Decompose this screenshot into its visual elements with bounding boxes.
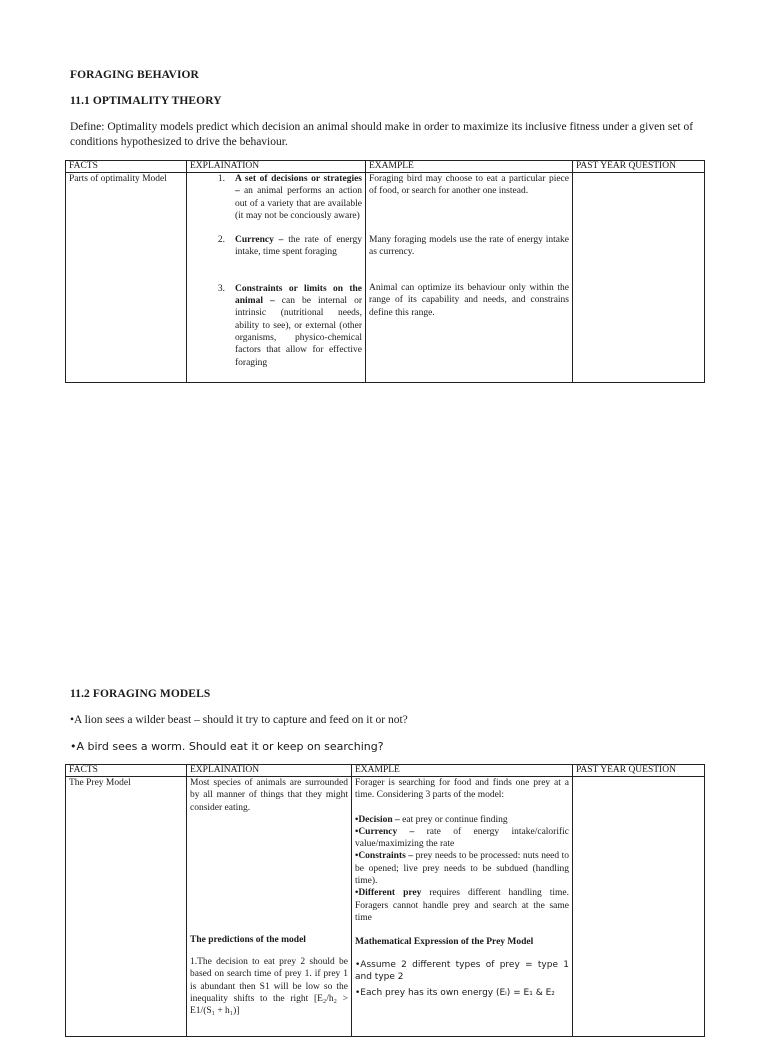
past-year-question-cell <box>573 777 705 1037</box>
past-year-question-cell <box>573 173 705 383</box>
different-prey-item: •Different prey requires different handling time. Foragers cannot handle prey and search at the same time <box>355 888 569 923</box>
fact-cell: The Prey Model <box>66 777 187 1037</box>
section-heading-foraging-models: 11.2 FORAGING MODELS <box>70 688 211 700</box>
table-row <box>66 777 705 1037</box>
definition-paragraph: Define: Optimality models predict which decision an animal should make in order to maximize its inclusive fitness under a given set of conditions hypothesized to drive the behaviour. <box>70 121 694 148</box>
section-heading-optimality: 11.1 OPTIMALITY THEORY <box>70 95 222 107</box>
header-explanation: EXPLAINATION <box>187 765 352 777</box>
constraints-item: •Constraints – prey needs to be processed: nuts need to be opened; live prey needs to be subdued (handling time). <box>355 851 569 887</box>
energy-item: •Each prey has its own energy (Eᵢ) = E₁ & E₂ <box>355 988 555 999</box>
example-3: Animal can optimize its behaviour only within the range of its capability and needs, and constrains define this range. <box>369 283 569 318</box>
bullet-bird: •A bird sees a worm. Should eat it or keep on searching? <box>70 740 384 753</box>
table-header-row <box>66 765 705 777</box>
header-past-year-question: PAST YEAR QUESTION <box>573 161 705 173</box>
bullet-lion: •A lion sees a wilder beast – should it try to capture and feed on it or not? <box>70 714 408 726</box>
fact-cell: Parts of optimality Model <box>66 173 187 383</box>
list-item: 2. Currency – the rate of energy intake, time spent foraging <box>217 235 363 258</box>
table-row <box>66 173 705 383</box>
document-heading: FORAGING BEHAVIOR <box>70 69 199 81</box>
example-cell <box>352 777 573 1037</box>
currency-item: •Currency – rate of energy intake/calorific value/maximizing the rate <box>355 826 569 850</box>
header-example: EXAMPLE <box>352 765 573 777</box>
explanation-cell <box>187 173 366 383</box>
math-heading: Mathematical Expression of the Prey Model <box>355 937 534 948</box>
header-example: EXAMPLE <box>366 161 573 173</box>
example-1: Foraging bird may choose to eat a particular piece of food, or search for another one instead. <box>369 174 569 197</box>
list-item: 1. A set of decisions or strategies – an animal performs an action out of a variety that are available (it may not be conciously aware) <box>217 174 362 221</box>
explanation-cell <box>187 777 352 1037</box>
header-facts: FACTS <box>66 161 187 173</box>
list-item: 3. Constraints or limits on the animal – can be internal or intrinsic (nutritional needs, ability to see), or external (other organisms, physico-chemical factors that allow for effective foraging <box>217 283 362 368</box>
prediction-1: 1.The decision to eat prey 2 should be based on search time of prey 1. if prey 1 is abundant then S1 will be low so the inequality shifts to the right [E₂/h₂ > E1/(S₁ + h₁)] <box>190 957 348 1017</box>
header-past-year-question: PAST YEAR QUESTION <box>573 765 705 777</box>
example-cell <box>366 173 573 383</box>
example-2: Many foraging models use the rate of energy intake as currency. <box>369 234 569 257</box>
table-header-row <box>66 161 705 173</box>
prey-model-table <box>65 764 705 1037</box>
header-explanation: EXPLAINATION <box>187 161 366 173</box>
predictions-heading: The predictions of the model <box>190 934 306 945</box>
optimality-table <box>65 160 705 383</box>
explanation-text: Most species of animals are surrounded by all manner of things that they might consider eating. <box>190 778 348 813</box>
assume-item: •Assume 2 different types of prey = type 1 and type 2 <box>355 959 569 982</box>
example-intro: Forager is searching for food and finds one prey at a time. Considering 3 parts of the model: <box>355 778 569 801</box>
decision-item: •Decision – eat prey or continue finding <box>355 814 508 825</box>
header-facts: FACTS <box>66 765 187 777</box>
